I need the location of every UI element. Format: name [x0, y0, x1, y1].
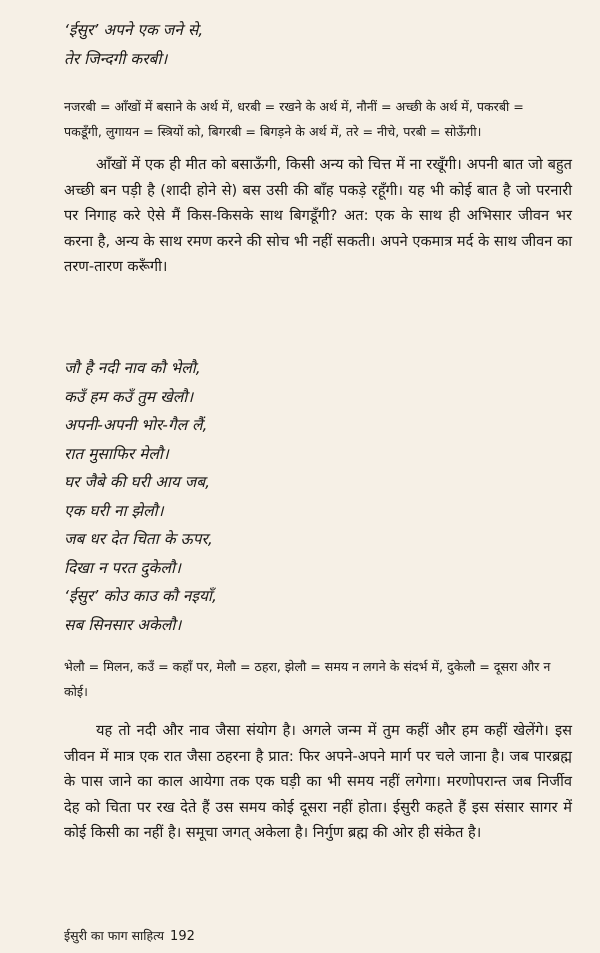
verse-line: कउँ हम कउँ तुम खेलौ। [64, 387, 194, 406]
verse-line: दिखा न परत दुकेलौ। [64, 558, 181, 577]
page-footer [64, 927, 195, 944]
verse-line: ‘ईसुर’ अपने एक जने से, [64, 21, 204, 39]
verse-line: रात मुसाफिर मेलौ। [64, 444, 169, 463]
glossary-1: नजरबी = आँखों में बसाने के अर्थ में, धरबी = रखने के अर्थ में, नौनीं = अच्छी के अर्थ में, पकरबी = पकडूँगी, लुगायन = स्त्रियों को, बिगरबी = बिगड़ने के अर्थ में, तरे = नीचे, परबी = सोऊँगी। [64, 99, 524, 139]
verse-line: तेर जिन्दगी करबी। [64, 49, 168, 68]
book-title: ईसुरी का फाग साहित्य [64, 928, 165, 943]
verse-block-1 [64, 16, 203, 73]
verse-line: ‘ईसुर’ कोउ काउ कौ नइयाँ, [64, 587, 217, 605]
glossary-2: भेलौ = मिलन, कउँ = कहाँ पर, मेलौ = ठहरा, झेलौ = समय न लगने के संदर्भ में, दुकेलौ = दूसरा और न कोई। [64, 659, 551, 699]
verse-line: सब सिनसार अकेलौ। [64, 615, 182, 634]
verse-line: अपनी-अपनी भोर-गैल लैं, [64, 416, 208, 434]
verse-line: घर जैबे की घरी आय जब, [64, 473, 211, 491]
verse-line: एक घरी ना झेलौ। [64, 501, 164, 520]
page-number: 192 [170, 929, 195, 944]
verse-line: जब धर देत चिता के ऊपर, [64, 530, 213, 548]
explanation-paragraph-2: यह तो नदी और नाव जैसा संयोग है। अगले जन्म में तुम कहीं और हम कहीं खेलेंगे। इस जीवन में मात्र एक रात जैसा ठहरना है प्रात: फिर अपने-अपने मार्ग पर चले जाना है। जब पारब्रह्म के पास जाने का काल आयेगा तक एक घड़ी का भी समय नहीं लगेगा। मरणोपरान्त जब निर्जीव देह को चिता पर रख देते हैं उस समय कोई दूसरा नहीं होता। ईसुरी कहते हैं इस संसार सागर में कोई किसी का नहीं है। समूचा जगत् अकेला है। निर्गुण ब्रह्म की ओर ही संकेत है। [64, 722, 572, 841]
verse-block-2 [64, 354, 217, 639]
explanation-paragraph-1: आँखों में एक ही मीत को बसाऊँगी, किसी अन्य को चित्त में ना रखूँगी। अपनी बात जो बहुत अच्छी बन पड़ी है (शादी होने से) बस उसी की बाँह पकड़े रहूँगी। यह भी कोई बात है जो परनारी पर निगाह करे ऐसे मैं किस-किसके साथ बिगडूँगी? अत: एक के साथ ही अभिसार जीवन भर करना है, अन्य के साथ रमण करने की सोच भी नहीं सकती। अपने एकमात्र मर्द के साथ जीवन का तरण-तारण करूँगी। [64, 156, 572, 275]
verse-line: जौ है नदी नाव कौ भेलौ, [64, 359, 201, 377]
